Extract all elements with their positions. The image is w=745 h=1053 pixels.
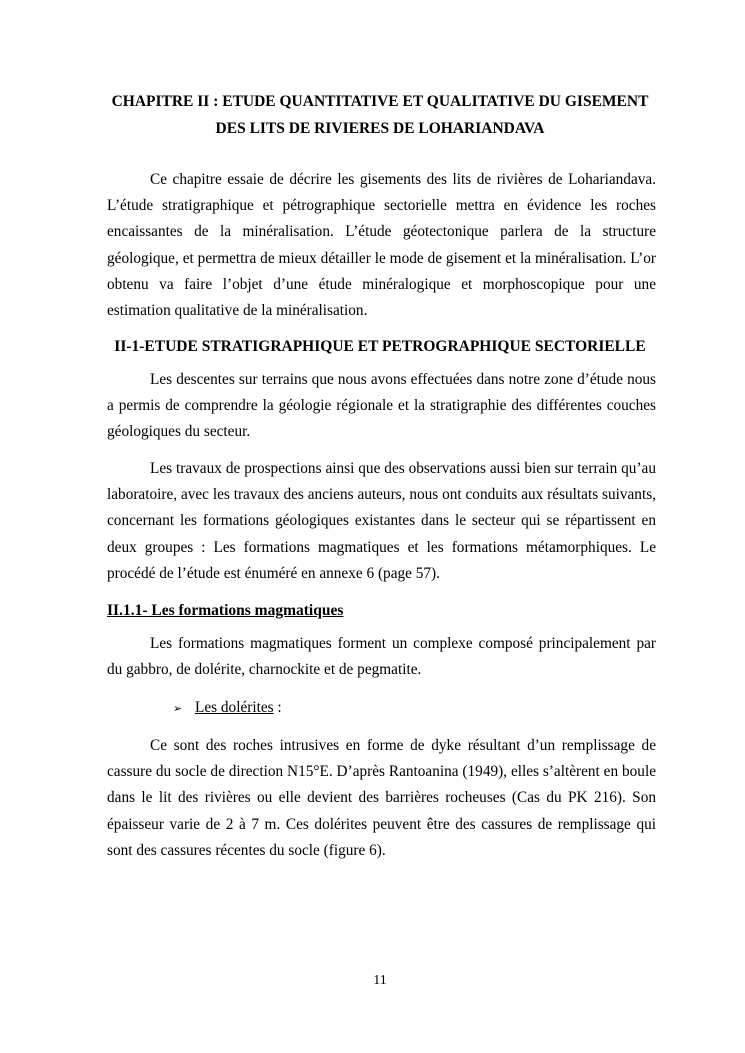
- intro-paragraph: Ce chapitre essaie de décrire les gisements des lits de rivières de Lohariandava. L’étude stratigraphique et pétrographique sectorielle mettra en évidence les roches encaissantes de la minéralisation. L’étude géotectonique parlera de la structure géologique, et permettra de mieux détailler le mode de gisement et la minéralisation. L’or obtenu va faire l’objet d’une étude minéralogique et morphoscopique pour une estimation qualitative de la minéralisation.: [107, 171, 656, 320]
- section-heading-ii-1: II-1-ETUDE STRATIGRAPHIQUE ET PETROGRAPHIQUE SECTORIELLE: [114, 338, 646, 355]
- subsection-heading-ii-1-1: II.1.1- Les formations magmatiques: [107, 602, 344, 619]
- chapter-title: [100, 88, 660, 142]
- bullet-suffix: :: [273, 699, 282, 716]
- section-ii-1-paragraph-2: Les travaux de prospections ainsi que des observations aussi bien sur terrain qu’au laboratoire, avec les travaux des anciens auteurs, nous ont conduits aux résultats suivants, concernant les formations géologiques existantes dans le secteur qui se répartissent en deux groupes : Les formations magmatiques et les formations métamorphiques. Le procédé de l’étude est énuméré en annexe 6 (page 57).: [107, 460, 656, 582]
- dolerites-paragraph: Ce sont des roches intrusives en forme de dyke résultant d’un remplissage de cassure du socle de direction N15°E. D’après Rantoanina (1949), elles s’altèrent en boule dans le lit des rivières ou elle devient des barrières rocheuses (Cas du PK 216). Son épaisseur varie de 2 à 7 m. Ces dolérites peuvent être des cassures de remplissage qui sont des cassures récentes du socle (figure 6).: [107, 737, 656, 859]
- arrow-bullet-icon: ➢: [173, 702, 183, 715]
- section-ii-1-paragraph-1: Les descentes sur terrains que nous avons effectuées dans notre zone d’étude nous a permis de comprendre la géologie régionale et la stratigraphie des différentes couches géologiques du secteur.: [107, 371, 656, 441]
- bullet-dolerites: [173, 697, 282, 720]
- page-number: 11: [373, 973, 387, 988]
- chapter-title-line-2: DES LITS DE RIVIERES DE LOHARIANDAVA: [215, 120, 545, 137]
- bullet-label: Les dolérites: [195, 699, 274, 716]
- chapter-title-line-1: CHAPITRE II : ETUDE QUANTITATIVE ET QUALITATIVE DU GISEMENT: [111, 93, 649, 110]
- subsection-ii-1-1-paragraph: Les formations magmatiques forment un complexe composé principalement par du gabbro, de dolérite, charnockite et de pegmatite.: [107, 635, 656, 679]
